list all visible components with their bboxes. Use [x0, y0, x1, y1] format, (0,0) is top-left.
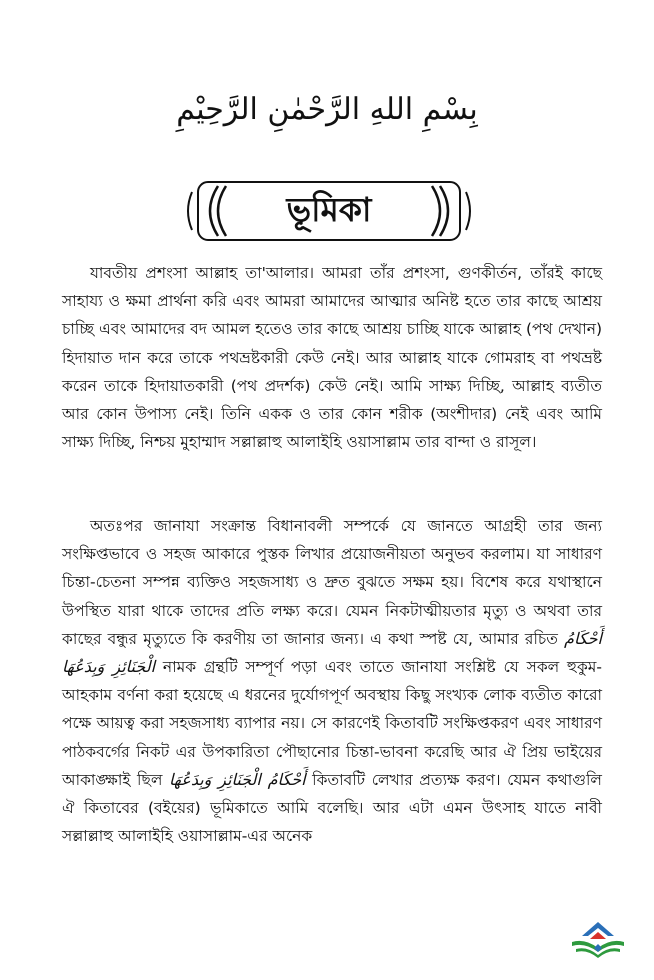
page-title: ভূমিকা — [286, 190, 372, 229]
paragraph-purpose — [62, 512, 602, 850]
arabic-book-title-1: أَحْكَامُ الْجَنَائِزِ وَبِدَعُهَا — [62, 628, 602, 677]
bismillah-heading: بِسْمِ اللهِ الرَّحْمٰنِ الرَّحِيْمِ — [176, 92, 478, 127]
paragraph-purpose-part3: কিতাবটি লেখার প্রত্যক্ষ করণ। যেমন কথাগুলি ঐ কিতাবের (বইয়ের) ভূমিকাতে আমি বলেছি। আর এটা এমন উৎসাহ যাতে নাবী সল্লাল্লাহু আলাইহি ওয়াসাল্লাম-এর অনেক — [62, 770, 602, 846]
paragraph-praise-text: যাবতীয় প্রশংসা আল্লাহ তা'আলার। আমরা তাঁর প্রশংসা, গুণকীর্তন, তাঁরই কাছে সাহায্য ও ক্ষমা প্রার্থনা করি এবং আমরা আমাদের আত্মার অনিষ্ট হতে তার কাছে আশ্রয় চাচ্ছি এবং আমাদের বদ আমল হতেও তার কাছে আশ্রয় চাচ্ছি যাকে আল্লাহ (পথ দেখান) হিদায়াত দান করে তাকে পথভ্রষ্টকারী কেউ নেই। আর আল্লাহ যাকে গোমরাহ বা পথভ্রষ্ট করেন তাকে হিদায়াতকারী (পথ প্রদর্শক) কেউ নেই। আমি সাক্ষ্য দিচ্ছি, আল্লাহ ব্যতীত আর কোন উপাস্য নেই। তিনি একক ও তার কোন শরীক (অংশীদার) নেই এবং আমি সাক্ষ্য দিচ্ছি, নিশ্চয় মুহাম্মাদ সল্লাল্লাহু আলাইহি ওয়াসাল্লাম তার বান্দা ও রাসূল। — [62, 264, 602, 452]
paragraph-purpose-part1: অতঃপর জানাযা সংক্রান্ত বিধানাবলী সম্পর্কে যে জানতে আগ্রহী তার জন্য সংক্ষিপ্তভাবে ও সহজ আকারে পুস্তক লিখার প্রয়োজনীয়তা অনুভব করলাম। যা সাধারণ চিন্তা-চেতনা সম্পন্ন ব্যক্তিও সহজসাধ্য ও দ্রুত বুঝতে সক্ষম হয়। বিশেষ করে যথাস্থানে উপস্থিত যারা থাকে তাদের প্রতি লক্ষ্য করে। যেমন নিকটাত্মীয়তার মৃত্যু ও অথবা তার কাছের বন্ধুর মৃত্যুতে কি করণীয় তা জানার জন্য। এ কথা স্পষ্ট যে, আমার রচিত — [62, 517, 602, 648]
book-logo-icon — [568, 918, 628, 964]
paragraph-praise — [62, 259, 602, 456]
paragraph-purpose-part2: নামক গ্রন্থটি সম্পূর্ণ পড়া এবং তাতে জানাযা সংশ্লিষ্ট যে সকল হুকুম-আহকাম বর্ণনা করা হয়েছে এ ধরনের দুর্যোগপূর্ণ অবস্থায় কিছু সংখ্যক লোক ব্যতীত কারো পক্ষে আয়ত্ব করা সহজসাধ্য ব্যাপার নয়। সে কারণেই কিতাবটি সংক্ষিপ্তকরণ এবং সাধারণ পাঠকবর্গের নিকট এর উপকারিতা পৌছানোর চিন্তা-ভাবনা করেছি আর ঐ প্রিয় ভাইয়ের আকাঙ্ক্ষাই ছিল — [62, 658, 602, 789]
arabic-book-title-2: أَحْكَامُ الْجَنَائِزِ وَبِدَعُهَا — [169, 769, 306, 789]
paragraph-purpose-text — [62, 512, 602, 850]
title-frame — [184, 178, 474, 244]
